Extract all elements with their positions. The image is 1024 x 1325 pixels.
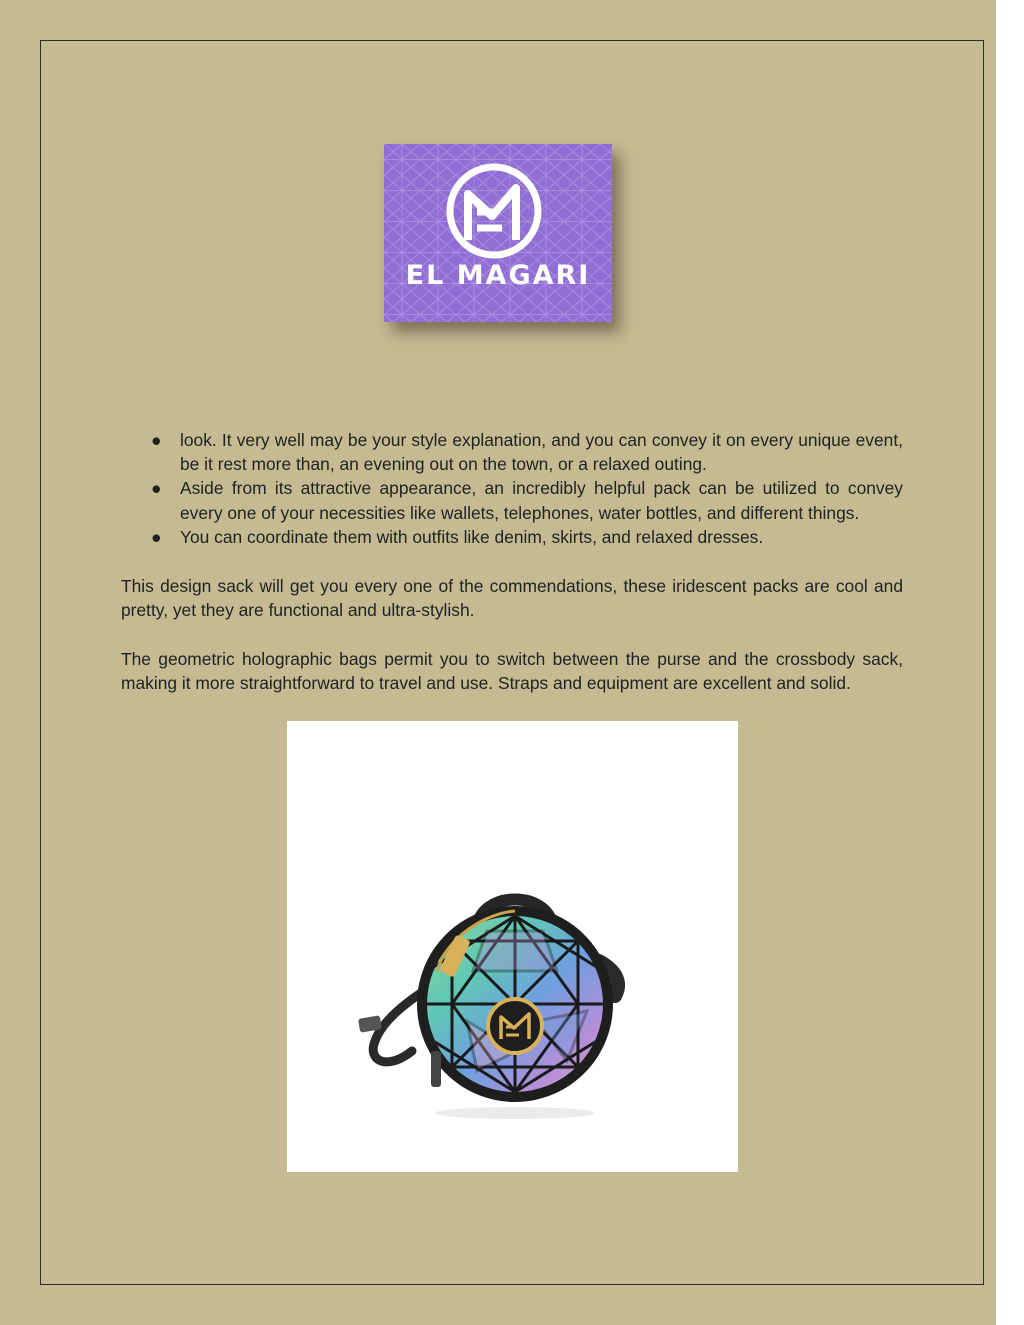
bullet-dot-icon: ● — [151, 526, 162, 547]
list-item — [121, 525, 903, 549]
bullet-dot-icon: ● — [151, 430, 162, 450]
paragraph: The geometric holographic bags permit you to switch between the purse and the crossbody sack, making it more straightforward to travel and use. Straps and equipment are excellent and solid. — [121, 649, 903, 694]
logo-graphic — [384, 144, 612, 322]
list-item-text: You can coordinate them with outfits like denim, skirts, and relaxed dresses. — [180, 526, 764, 547]
bullet-dot-icon: ● — [151, 478, 162, 499]
el-magari-logo — [384, 144, 612, 322]
list-item — [121, 428, 903, 476]
paragraph: This design sack will get you every one of the commendations, these iridescent packs are cool and pretty, yet they are functional and ultra-stylish. — [121, 576, 903, 621]
list-item-text: Aside from its attractive appearance, an incredibly helpful pack can be utilized to convey every one of your necessities like wallets, telephones, water bottles, and different things. — [180, 478, 903, 523]
list-item-text: look. It very well may be your style explanation, and you can convey it on every unique event, be it rest more than, an evening out on the town, or a relaxed outing. — [180, 430, 903, 475]
bullet-list — [121, 428, 903, 549]
logo-text: EL MAGARI — [405, 260, 591, 291]
product-image — [287, 721, 738, 1172]
holographic-bag-illustration — [287, 721, 738, 1172]
list-item — [121, 476, 903, 524]
